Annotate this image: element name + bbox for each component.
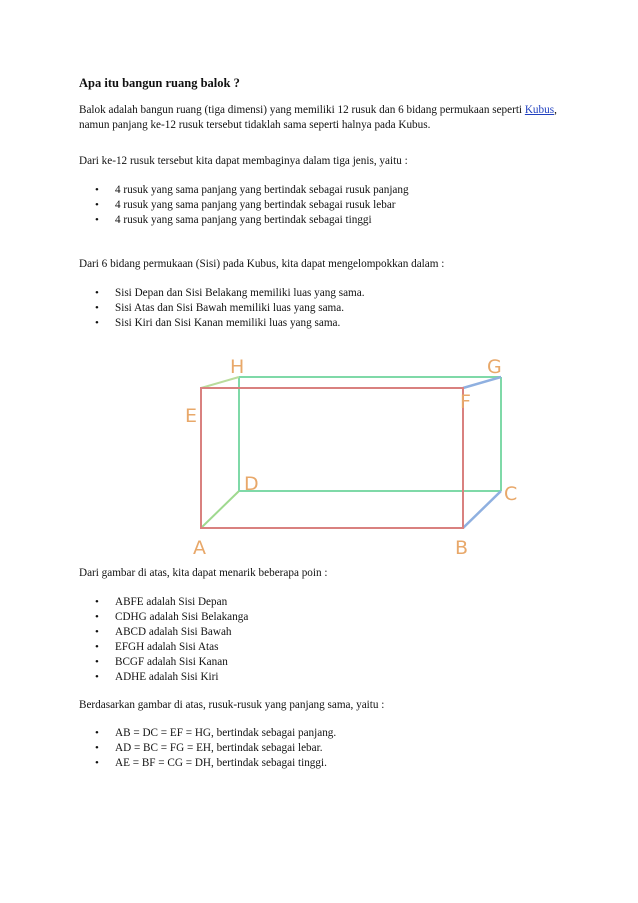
intro-text-before: Balok adalah bangun ruang (tiga dimensi) yang memiliki 12 rusuk dan 6 bidang permukaan seperti [79, 104, 525, 116]
list-item: • CDHG adalah Sisi Belakanga [79, 610, 248, 625]
edge-AD [201, 491, 239, 528]
list-item: • 4 rusuk yang sama panjang yang bertindak sebagai tinggi [79, 213, 409, 228]
edge-BC [463, 491, 501, 528]
vertex-label-G: G [487, 356, 502, 378]
list-item: • Sisi Atas dan Sisi Bawah memiliki luas yang sama. [79, 301, 365, 316]
edge-EH [201, 377, 239, 388]
list-item: • ABFE adalah Sisi Depan [79, 595, 248, 610]
list-item: • AE = BF = CG = DH, bertindak sebagai tinggi. [79, 756, 336, 771]
vertex-label-D: D [244, 473, 259, 495]
list-item: • 4 rusuk yang sama panjang yang bertindak sebagai rusuk lebar [79, 198, 409, 213]
list-item: • AB = DC = EF = HG, bertindak sebagai panjang. [79, 726, 336, 741]
sisi-lead: Dari 6 bidang permukaan (Sisi) pada Kubus, kita dapat mengelompokkan dalam : [79, 258, 445, 270]
vertex-label-H: H [230, 356, 245, 378]
kubus-link[interactable]: Kubus [524, 104, 555, 116]
list-item: • AD = BC = FG = EH, bertindak sebagai lebar. [79, 741, 336, 756]
edge-FG [463, 377, 501, 388]
list-item: • Sisi Kiri dan Sisi Kanan memiliki luas yang sama. [79, 316, 365, 331]
vertex-label-A: A [193, 537, 206, 559]
vertex-label-F: F [460, 391, 471, 413]
front-face-ABFE [201, 388, 463, 528]
list-item: • BCGF adalah Sisi Kanan [79, 655, 248, 670]
poin-lead: Dari gambar di atas, kita dapat menarik beberapa poin : [79, 567, 328, 579]
list-item: • 4 rusuk yang sama panjang yang bertindak sebagai rusuk panjang [79, 183, 409, 198]
sama-lead: Berdasarkan gambar di atas, rusuk-rusuk yang panjang sama, yaitu : [79, 699, 385, 711]
list-item: • EFGH adalah Sisi Atas [79, 640, 248, 655]
vertex-label-B: B [455, 537, 469, 559]
page-title: Apa itu bangun ruang balok ? [79, 76, 240, 90]
list-item: • ADHE adalah Sisi Kiri [79, 670, 248, 685]
vertex-label-C: C [504, 483, 518, 505]
list-item: • Sisi Depan dan Sisi Belakang memiliki luas yang sama. [79, 286, 365, 301]
rusuk-lead: Dari ke-12 rusuk tersebut kita dapat membaginya dalam tiga jenis, yaitu : [79, 155, 408, 167]
list-item: • ABCD adalah Sisi Bawah [79, 625, 248, 640]
intro-text-after: , namun panjang ke-12 rusuk tersebut tidaklah sama seperti halnya pada Kubus. [79, 104, 557, 131]
vertex-label-E: E [185, 405, 198, 427]
